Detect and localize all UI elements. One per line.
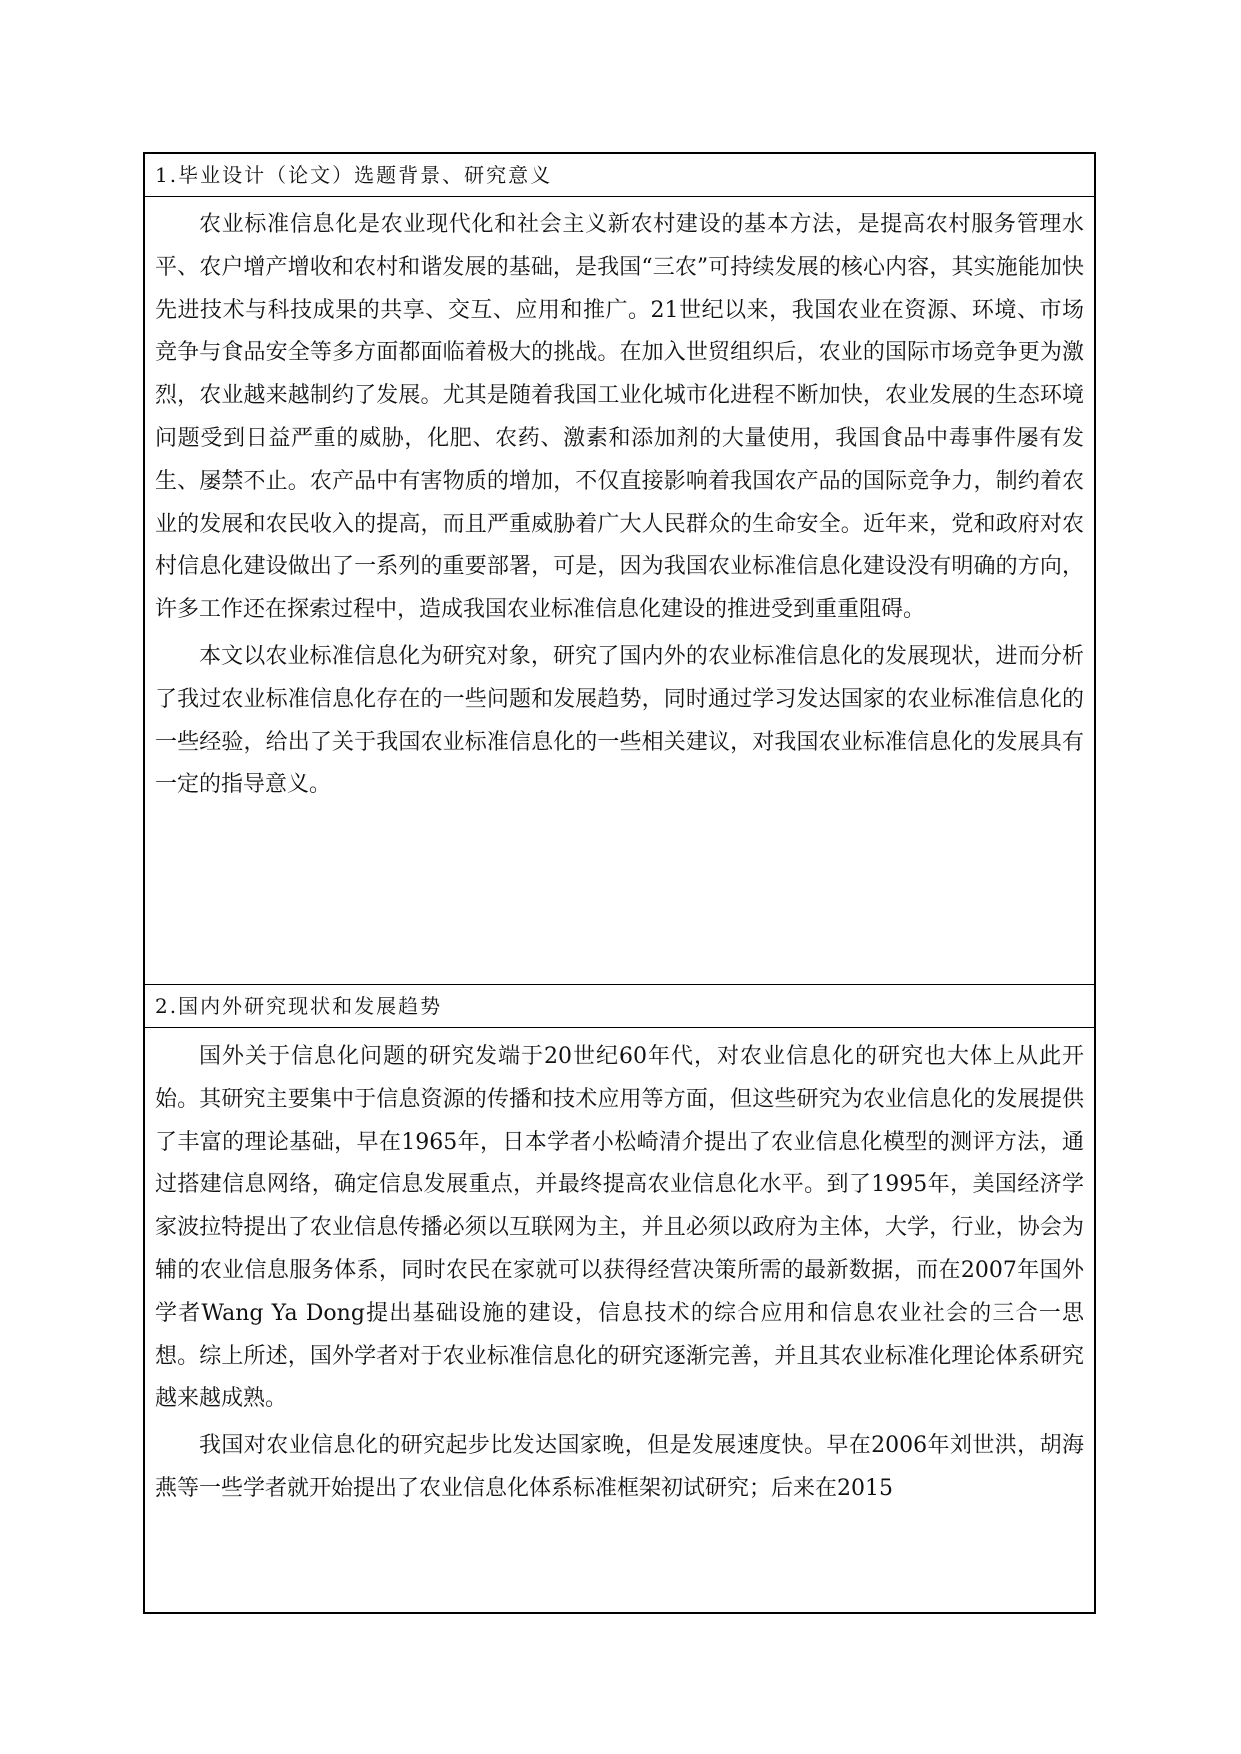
section-1-body bbox=[155, 204, 1084, 807]
section-2-paragraph-2: 我国对农业信息化的研究起步比发达国家晚，但是发展速度快。早在2006年刘世洪，胡海燕等一些学者就开始提出了农业信息化体系标准框架初试研究；后来在2015 bbox=[155, 1433, 1084, 1501]
proposal-form-table bbox=[143, 152, 1096, 1614]
section-1-paragraph-1: 农业标准信息化是农业现代化和社会主义新农村建设的基本方法，是提高农村服务管理水平、农户增产增收和农村和谐发展的基础，是我国“三农”可持续发展的核心内容，其实施能加快先进技术与科技成果的共享、交互、应用和推广。21世纪以来，我国农业在资源、环境、市场竞争与食品安全等多方面都面临着极大的挑战。在加入世贸组织后，农业的国际市场竞争更为激烈，农业越来越制约了发展。尤其是随着我国工业化城市化进程不断加快，农业发展的生态环境问题受到日益严重的威胁，化肥、农药、激素和添加剂的大量使用，我国食品中毒事件屡有发生、屡禁不止。农产品中有害物质的增加，不仅直接影响着我国农产品的国际竞争力，制约着农业的发展和农民收入的提高，而且严重威胁着广大人民群众的生命安全。近年来，党和政府对农村信息化建设做出了一系列的重要部署，可是，因为我国农业标准信息化建设没有明确的方向，许多工作还在探索过程中，造成我国农业标准信息化建设的推进受到重重阻碍。 bbox=[155, 212, 1084, 623]
section-2-paragraph-1: 国外关于信息化问题的研究发端于20世纪60年代，对农业信息化的研究也大体上从此开始。其研究主要集中于信息资源的传播和技术应用等方面，但这些研究为农业信息化的发展提供了丰富的理论基础，早在1965年，日本学者小松崎清介提出了农业信息化模型的测评方法，通过搭建信息网络，确定信息发展重点，并最终提高农业信息化水平。到了1995年，美国经济学家波拉特提出了农业信息传播必须以互联网为主，并且必须以政府为主体，大学，行业，协会为辅的农业信息服务体系，同时农民在家就可以获得经营决策所需的最新数据，而在2007年国外学者Wang Ya Dong提出基础设施的建设，信息技术的综合应用和信息农业社会的三合一思想。综上所述，国外学者对于农业标准信息化的研究逐渐完善，并且其农业标准化理论体系研究越来越成熟。 bbox=[155, 1044, 1084, 1412]
section-2-title: 2.国内外研究现状和发展趋势 bbox=[145, 984, 1094, 1028]
section-1-paragraph-2: 本文以农业标准信息化为研究对象，研究了国内外的农业标准信息化的发展现状，进而分析了我过农业标准信息化存在的一些问题和发展趋势，同时通过学习发达国家的农业标准信息化的一些经验，给出了关于我国农业标准信息化的一些相关建议，对我国农业标准信息化的发展具有一定的指导意义。 bbox=[155, 643, 1084, 798]
section-1-title: 1.毕业设计（论文）选题背景、研究意义 bbox=[145, 154, 1094, 197]
section-2-body bbox=[155, 1036, 1084, 1511]
